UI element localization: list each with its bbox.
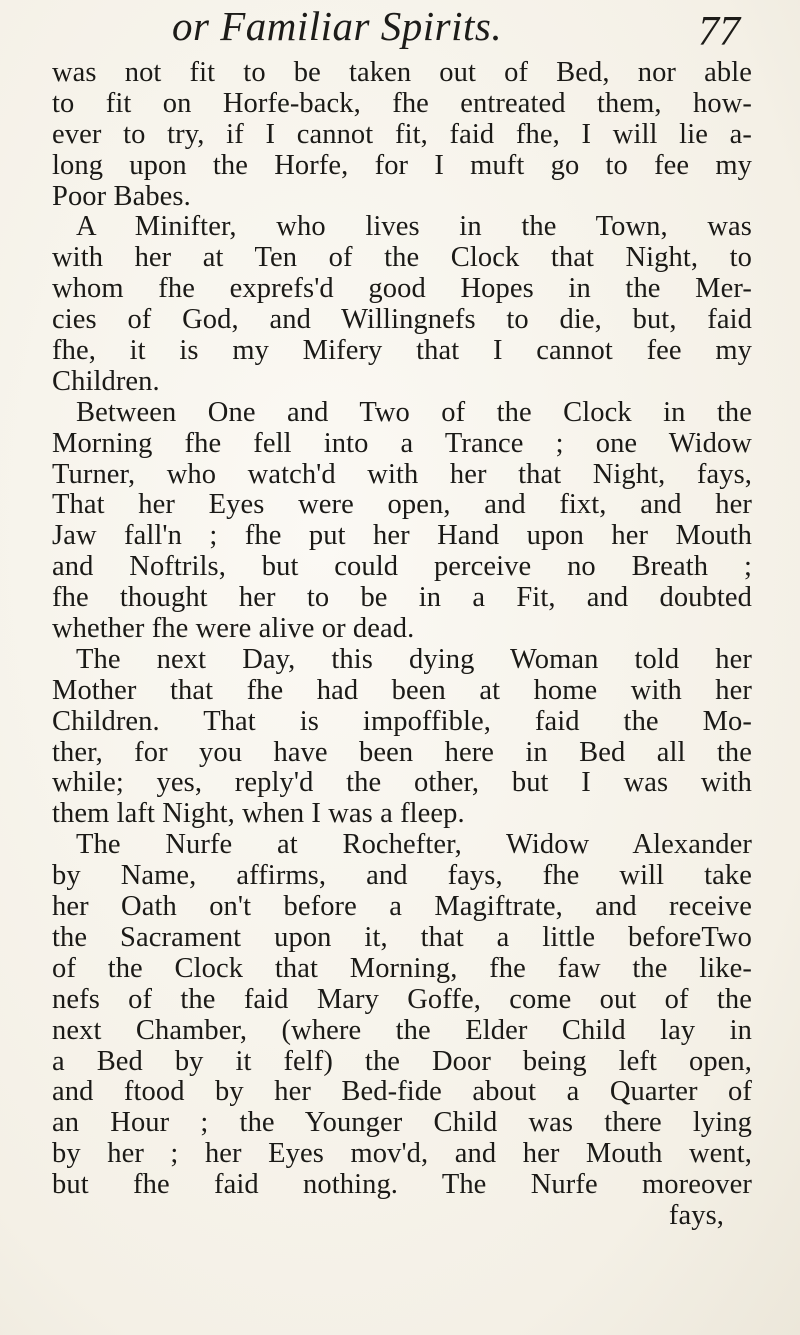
- text-line: nefs of the faid Mary Goffe, come out of the: [52, 983, 752, 1015]
- page-header-title: or Familiar Spirits.: [172, 3, 503, 49]
- text-line: an Hour ; the Younger Child was there lying: [52, 1107, 752, 1139]
- text-line: and ftood by her Bed-fide about a Quarter of: [52, 1076, 752, 1108]
- text-line: Between One and Two of the Clock in the: [76, 396, 752, 428]
- text-line: by her ; her Eyes mov'd, and her Mouth went,: [52, 1138, 752, 1170]
- text-line: Turner, who watch'd with her that Night, fays,: [52, 458, 752, 490]
- text-line: by Name, affirms, and fays, fhe will take: [52, 860, 752, 892]
- text-line: but fhe faid nothing. The Nurfe moreover: [52, 1169, 752, 1201]
- text-line: the Sacrament upon it, that a little beforeTwo: [52, 921, 752, 953]
- body-text: [52, 58, 752, 1232]
- text-line: A Minifter, who lives in the Town, was: [76, 211, 752, 243]
- text-line: Jaw fall'n ; fhe put her Hand upon her Mouth: [52, 520, 752, 552]
- text-line: a Bed by it felf) the Door being left open,: [52, 1045, 752, 1077]
- text-line: The Nurfe at Rochefter, Widow Alexander: [76, 829, 752, 861]
- text-line: to fit on Horfe-back, fhe entreated them, how-: [52, 87, 752, 119]
- text-line: fhe, it is my Mifery that I cannot fee my: [52, 335, 752, 367]
- page-number: 77: [698, 9, 740, 55]
- text-line: next Chamber, (where the Elder Child lay in: [52, 1014, 752, 1046]
- text-line: Children.: [52, 365, 160, 397]
- text-line: Poor Babes.: [52, 180, 191, 212]
- text-line: was not fit to be taken out of Bed, nor able: [52, 57, 752, 88]
- text-line: whether fhe were alive or dead.: [52, 613, 415, 645]
- text-line: with her at Ten of the Clock that Night, to: [52, 242, 752, 274]
- text-line: fhe thought her to be in a Fit, and doubted: [52, 582, 752, 614]
- catchword: fays,: [668, 1199, 724, 1231]
- text-line: her Oath on't before a Magiftrate, and receive: [52, 891, 752, 923]
- running-head: [100, 0, 740, 55]
- text-line: The next Day, this dying Woman told her: [76, 643, 752, 675]
- text-line: while; yes, reply'd the other, but I was with: [52, 767, 752, 799]
- text-line: That her Eyes were open, and fixt, and her: [52, 489, 752, 521]
- text-line: Children. That is impoffible, faid the Mo-: [52, 705, 752, 737]
- text-line: ther, for you have been here in Bed all the: [52, 736, 752, 768]
- text-line: Morning fhe fell into a Trance ; one Widow: [52, 427, 752, 459]
- text-line: of the Clock that Morning, fhe faw the like-: [52, 952, 752, 984]
- text-line: Mother that fhe had been at home with her: [52, 674, 752, 706]
- text-line: ever to try, if I cannot fit, faid fhe, I will lie a-: [52, 118, 752, 150]
- text-line: long upon the Horfe, for I muft go to fee my: [52, 149, 752, 181]
- text-line: whom fhe exprefs'd good Hopes in the Mer-: [52, 273, 752, 305]
- text-line: cies of God, and Willingnefs to die, but, faid: [52, 304, 752, 336]
- text-line: and Noftrils, but could perceive no Breath ;: [52, 551, 752, 583]
- text-line: them laft Night, when I was a fleep.: [52, 798, 465, 830]
